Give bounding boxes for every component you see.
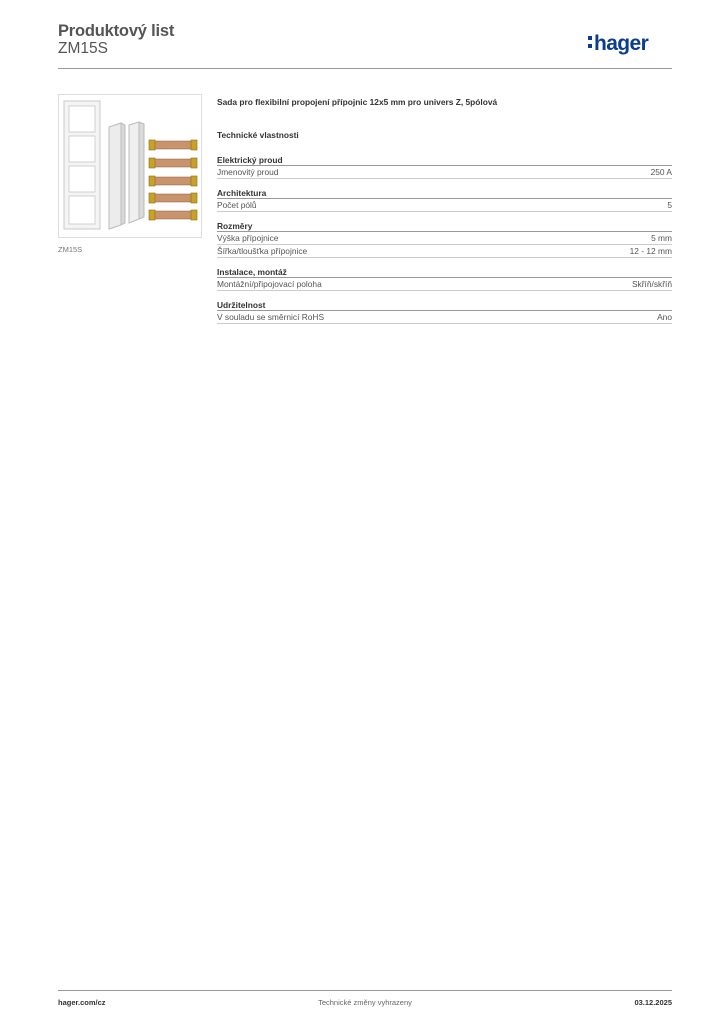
footer-date: 03.12.2025 <box>634 998 672 1007</box>
document-footer <box>58 998 672 1010</box>
product-image-caption: ZM15S <box>58 245 83 254</box>
spec-section <box>217 155 672 179</box>
spec-value: 5 <box>667 200 672 210</box>
footer-note: Technické změny vyhrazeny <box>318 998 412 1007</box>
logo-text: hager <box>594 32 649 55</box>
spec-section-heading: Udržitelnost <box>217 300 672 311</box>
spec-section-heading: Instalace, montáž <box>217 267 672 278</box>
hager-logo <box>588 27 672 57</box>
spec-value: 5 mm <box>651 233 672 243</box>
spec-row <box>217 166 672 179</box>
document-header <box>58 22 672 68</box>
spec-section-heading: Architektura <box>217 188 672 199</box>
spec-row <box>217 232 672 245</box>
busbar-kit-icon <box>59 95 201 237</box>
spec-row <box>217 311 672 324</box>
spec-section <box>217 300 672 324</box>
spec-section-heading: Elektrický proud <box>217 155 672 166</box>
spec-label: Jmenovitý proud <box>217 167 279 177</box>
spec-label: Šířka/tloušťka přípojnice <box>217 246 308 256</box>
header-divider <box>58 68 672 69</box>
specs-title: Technické vlastnosti <box>217 130 299 140</box>
product-description: Sada pro flexibilní propojení přípojnic 12x5 mm pro univers Z, 5pólová <box>217 97 498 107</box>
spec-section-heading: Rozměry <box>217 221 672 232</box>
spec-row <box>217 199 672 212</box>
product-details <box>217 97 672 333</box>
spec-row <box>217 278 672 291</box>
spec-section <box>217 221 672 258</box>
spec-value: 12 - 12 mm <box>629 246 672 256</box>
footer-divider <box>58 990 672 991</box>
spec-section <box>217 188 672 212</box>
spec-value: Ano <box>657 312 672 322</box>
document-subtitle: ZM15S <box>58 40 108 57</box>
spec-label: Počet pólů <box>217 200 257 210</box>
spec-row <box>217 245 672 258</box>
spec-value: Skříň/skříň <box>631 279 672 289</box>
footer-website-link[interactable]: hager.com/cz <box>58 998 106 1007</box>
document-title: Produktový list <box>58 22 175 40</box>
product-image <box>58 94 202 238</box>
spec-label: V souladu se směrnicí RoHS <box>217 312 325 322</box>
spec-section <box>217 267 672 291</box>
spec-label: Výška přípojnice <box>217 233 279 243</box>
spec-label: Montážní/připojovací poloha <box>217 279 322 289</box>
spec-value: 250 A <box>650 167 672 177</box>
